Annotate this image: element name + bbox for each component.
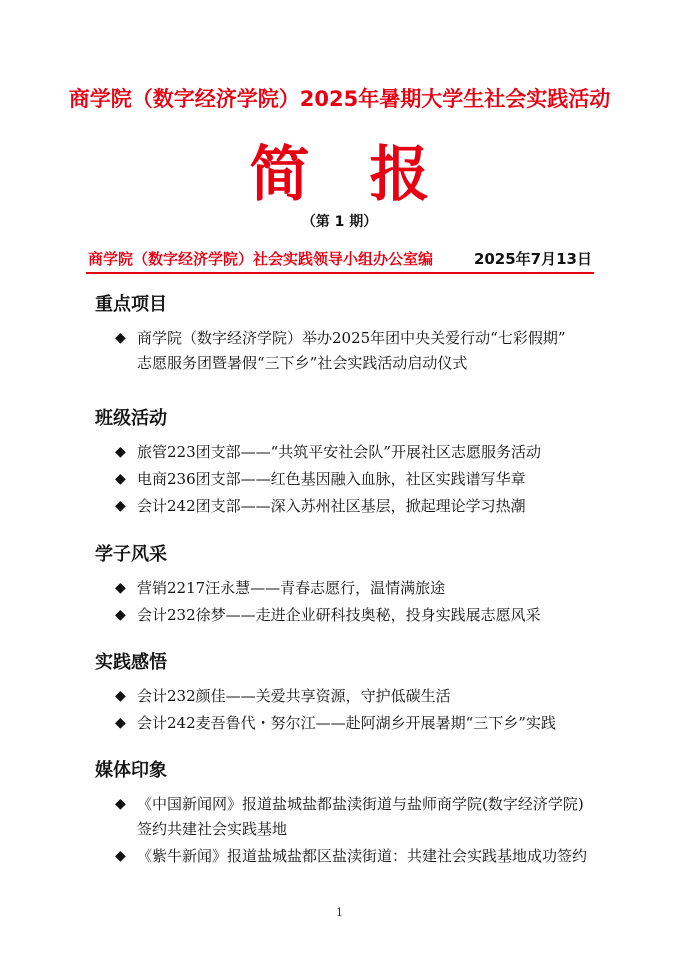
item-text: 《中国新闻网》报道盐城盐都盐渎街道与盐师商学院(数字经济学院) [137, 795, 584, 813]
editor-organization: 商学院（数字经济学院）社会实践领导小组办公室编 [88, 250, 434, 268]
bulletin-header-title: 商学院（数字经济学院）2025年暑期大学生社会实践活动 [68, 87, 611, 111]
section-key-projects [95, 292, 635, 378]
diamond-bullet-icon: ◆ [115, 715, 126, 731]
section-student-style [95, 542, 635, 630]
diamond-bullet-icon: ◆ [115, 796, 126, 812]
list-item [95, 603, 635, 628]
section-class-activities [95, 406, 635, 521]
section-heading: 重点项目 [95, 294, 167, 315]
section-heading: 媒体印象 [95, 760, 167, 781]
issue-number: （第 1 期） [301, 214, 378, 230]
header-divider [86, 272, 594, 274]
item-text-continued: 志愿服务团暨暑假“三下乡”社会实践活动启动仪式 [137, 354, 468, 372]
item-text: 会计232颜佳——关爱共享资源，守护低碳生活 [137, 687, 451, 705]
list-item [95, 792, 635, 842]
diamond-bullet-icon: ◆ [115, 848, 126, 864]
editor-line [88, 248, 592, 270]
item-text: 《紫牛新闻》报道盐城盐都区盐渎街道：共建社会实践基地成功签约 [137, 847, 588, 865]
list-item [95, 440, 635, 465]
diamond-bullet-icon: ◆ [115, 498, 126, 514]
section-practice-reflections [95, 650, 635, 738]
list-item [95, 326, 635, 376]
list-item [95, 494, 635, 519]
list-item [95, 844, 635, 869]
item-text: 电商236团支部——红色基因融入血脉，社区实践谱写华章 [137, 470, 526, 488]
diamond-bullet-icon: ◆ [115, 444, 126, 460]
list-item [95, 711, 635, 736]
item-text: 会计232徐梦——走进企业研科技奥秘，投身实践展志愿风采 [137, 606, 541, 624]
item-text: 旅管223团支部——“共筑平安社会队”开展社区志愿服务活动 [137, 443, 541, 461]
item-text: 会计242麦吾鲁代・努尔江——赴阿湖乡开展暑期“三下乡”实践 [137, 714, 556, 732]
section-heading: 班级活动 [95, 408, 167, 429]
list-item [95, 467, 635, 492]
diamond-bullet-icon: ◆ [115, 607, 126, 623]
page-number: 1 [336, 906, 343, 919]
diamond-bullet-icon: ◆ [115, 688, 126, 704]
diamond-bullet-icon: ◆ [115, 330, 126, 346]
item-text: 商学院（数字经济学院）举办2025年团中央关爱行动“七彩假期” [137, 329, 566, 347]
item-text: 营销2217汪永慧——青春志愿行，温情满旅途 [137, 579, 446, 597]
item-text: 会计242团支部——深入苏州社区基层，掀起理论学习热潮 [137, 497, 526, 515]
list-item [95, 576, 635, 601]
section-heading: 实践感悟 [95, 652, 167, 673]
list-item [95, 684, 635, 709]
bulletin-big-title: 简报 [249, 140, 490, 210]
publish-date: 2025年7月13日 [473, 250, 592, 268]
item-text-continued: 签约共建社会实践基地 [137, 820, 288, 838]
section-heading: 学子风采 [95, 544, 167, 565]
section-media-impressions [95, 758, 635, 871]
diamond-bullet-icon: ◆ [115, 580, 126, 596]
diamond-bullet-icon: ◆ [115, 471, 126, 487]
